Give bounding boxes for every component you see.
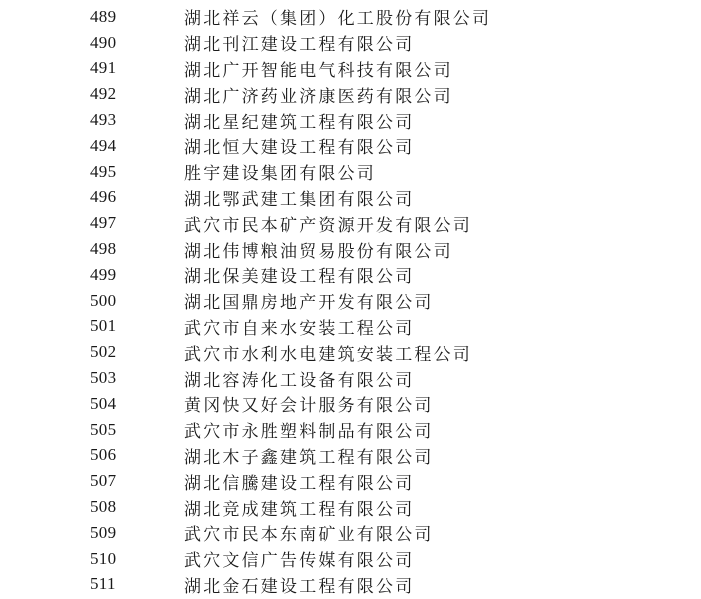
row-number: 496 [90,187,117,207]
company-name: 湖北广济药业济康医药有限公司 [184,86,453,107]
list-item [0,443,701,469]
company-name: 湖北广开智能电气科技有限公司 [184,60,453,81]
row-number: 497 [90,213,117,233]
row-number: 499 [90,264,117,284]
company-name: 湖北容涛化工设备有限公司 [184,370,415,391]
company-name: 湖北竞成建筑工程有限公司 [184,499,415,520]
row-number: 507 [90,471,117,491]
row-number: 511 [90,574,116,594]
company-name: 武穴市永胜塑料制品有限公司 [184,422,434,443]
company-name: 湖北恒大建设工程有限公司 [184,138,415,159]
list-item [0,494,701,520]
row-number: 490 [90,32,117,52]
company-name: 湖北祥云（集团）化工股份有限公司 [184,9,492,30]
company-name: 武穴市民本东南矿业有限公司 [184,525,434,546]
row-number: 506 [90,445,117,465]
company-name: 湖北国鼎房地产开发有限公司 [184,293,434,314]
list-item [0,30,701,56]
list-item [0,185,701,211]
row-number: 504 [90,393,117,413]
list-item [0,56,701,82]
list-item [0,210,701,236]
list-item [0,546,701,572]
row-number: 489 [90,6,117,26]
company-name: 湖北鄂武建工集团有限公司 [184,189,415,210]
list-item [0,572,701,598]
company-name: 湖北信騰建设工程有限公司 [184,473,415,494]
company-name: 武穴市水利水电建筑安装工程公司 [184,344,472,365]
company-name: 黄冈快又好会计服务有限公司 [184,396,434,417]
company-name: 武穴市自来水安装工程公司 [184,318,415,339]
company-name: 湖北木子鑫建筑工程有限公司 [184,447,434,468]
list-item [0,520,701,546]
row-number: 493 [90,110,117,130]
row-number: 505 [90,419,117,439]
row-number: 500 [90,290,117,310]
list-item [0,391,701,417]
list-item [0,314,701,340]
list-item [0,339,701,365]
list-item [0,468,701,494]
company-list [0,4,701,597]
list-item [0,81,701,107]
list-item [0,365,701,391]
list-item [0,159,701,185]
row-number: 491 [90,58,117,78]
company-name: 武穴市民本矿产资源开发有限公司 [184,215,472,236]
company-name: 武穴文信广告传媒有限公司 [184,551,415,572]
list-item [0,4,701,30]
company-name: 湖北金石建设工程有限公司 [184,576,415,597]
row-number: 495 [90,161,117,181]
row-number: 508 [90,497,117,517]
list-item [0,262,701,288]
row-number: 501 [90,316,117,336]
row-number: 510 [90,548,117,568]
list-item [0,236,701,262]
row-number: 494 [90,135,117,155]
company-name: 湖北保美建设工程有限公司 [184,267,415,288]
row-number: 492 [90,84,117,104]
company-name: 湖北刊江建设工程有限公司 [184,35,415,56]
list-item [0,417,701,443]
company-name: 湖北星纪建筑工程有限公司 [184,112,415,133]
row-number: 503 [90,368,117,388]
company-name: 胜宇建设集团有限公司 [184,164,376,185]
list-item [0,107,701,133]
row-number: 498 [90,239,117,259]
list-item [0,133,701,159]
row-number: 502 [90,342,117,362]
row-number: 509 [90,522,117,542]
list-item [0,288,701,314]
company-name: 湖北伟博粮油贸易股份有限公司 [184,241,453,262]
